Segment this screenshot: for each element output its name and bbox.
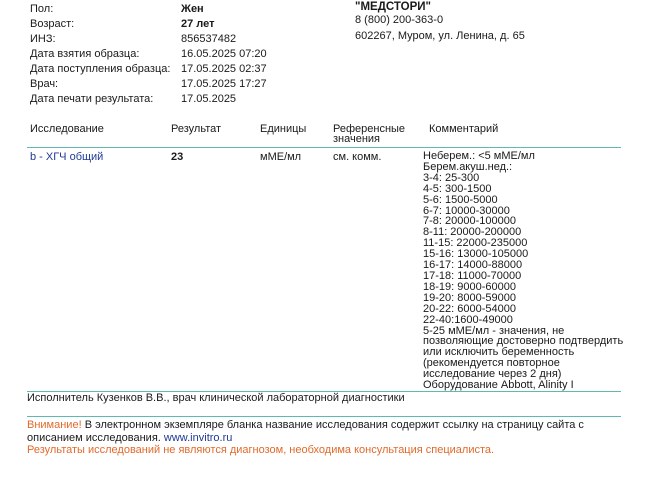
header-result: Результат (171, 123, 222, 135)
header-study: Исследование (30, 123, 104, 135)
comment-line: 20-22: 6000-54000 (423, 302, 516, 315)
sample-received-value: 17.05.2025 02:37 (181, 63, 267, 75)
footer-divider (27, 416, 621, 417)
comment-line: Неберем.: <5 мМЕ/мл (423, 150, 535, 162)
reference-value: см. комм. (333, 151, 382, 163)
header-units: Единицы (260, 123, 307, 135)
comment-line: или исключить беременность (423, 346, 575, 359)
comment-line: (рекомендуется повторное (423, 357, 560, 370)
sex-value: Жен (181, 3, 204, 15)
comment-line: 18-19: 9000-60000 (423, 280, 516, 293)
attention-text: В электронном экземпляре бланка название исследования содержит ссылку на страницу сайта с описанием исследования. (27, 419, 584, 444)
sample-received-label: Дата поступления образца: (30, 63, 171, 75)
header-reference-line2: значения (333, 133, 381, 145)
comment-line: позволяющие достоверно подтвердить (423, 335, 624, 348)
header-reference (333, 124, 405, 144)
comment-line: 4-5: 300-1500 (423, 182, 492, 195)
attention-label: Внимание! (27, 419, 82, 431)
print-date-value: 17.05.2025 (181, 93, 237, 105)
sample-taken-value: 16.05.2025 07:20 (181, 48, 267, 60)
comment-line: Берем.акуш.нед.: (423, 160, 513, 173)
doctor-value: 17.05.2025 17:27 (181, 78, 267, 90)
age-value: 27 лет (181, 18, 215, 30)
site-link[interactable]: www.invitro.ru (163, 432, 233, 444)
comment-line: 5-6: 1500-5000 (423, 193, 498, 206)
inz-label: ИНЗ: (30, 33, 56, 45)
study-name-link[interactable]: b - ХГЧ общий (30, 151, 104, 163)
organization-name: "МЕДСТОРИ" (355, 1, 431, 13)
comment-line: 17-18: 11000-70000 (423, 269, 522, 282)
comment-line: 16-17: 14000-88000 (423, 259, 523, 272)
result-units: мМЕ/мл (260, 151, 302, 163)
header-divider (27, 147, 621, 148)
organization-phone: 8 (800) 200-363-0 (355, 14, 444, 26)
comment-line: исследование через 2 дня) (423, 368, 562, 381)
comment-line: 5-25 мМЕ/мл - значения, не (423, 324, 565, 337)
comment-line: 15-16: 13000-105000 (423, 248, 529, 261)
comment-text (423, 151, 623, 391)
comment-line: Оборудование Abbott, Alinity I (423, 379, 574, 392)
performer-signature: Исполнитель Кузенков В.В., врач клинической лабораторной диагностики (27, 392, 405, 404)
sample-taken-label: Дата взятия образца: (30, 48, 140, 60)
comment-line: 8-11: 20000-200000 (423, 226, 522, 239)
organization-address: 602267, Муром, ул. Ленина, д. 65 (355, 30, 525, 42)
comment-line: 7-8: 20000-100000 (423, 215, 516, 228)
doctor-label: Врач: (30, 78, 59, 90)
comment-line: 11-15: 22000-235000 (423, 237, 528, 250)
print-date-label: Дата печати результата: (30, 93, 154, 105)
header-reference-line1: Референсные (333, 123, 406, 135)
comment-line: 6-7: 10000-30000 (423, 204, 510, 217)
inz-value: 856537482 (181, 33, 237, 45)
result-value: 23 (171, 151, 184, 163)
comment-line: 3-4: 25-300 (423, 171, 480, 184)
disclaimer-text: Результаты исследований не являются диагнозом, необходима консультация специалиста. (27, 444, 495, 456)
sex-label: Пол: (30, 3, 54, 15)
age-label: Возраст: (30, 18, 75, 30)
attention-note (27, 419, 622, 445)
comment-line: 19-20: 8000-59000 (423, 291, 516, 304)
header-comment: Комментарий (429, 123, 499, 135)
comment-line: 22-40:1600-49000 (423, 313, 513, 326)
